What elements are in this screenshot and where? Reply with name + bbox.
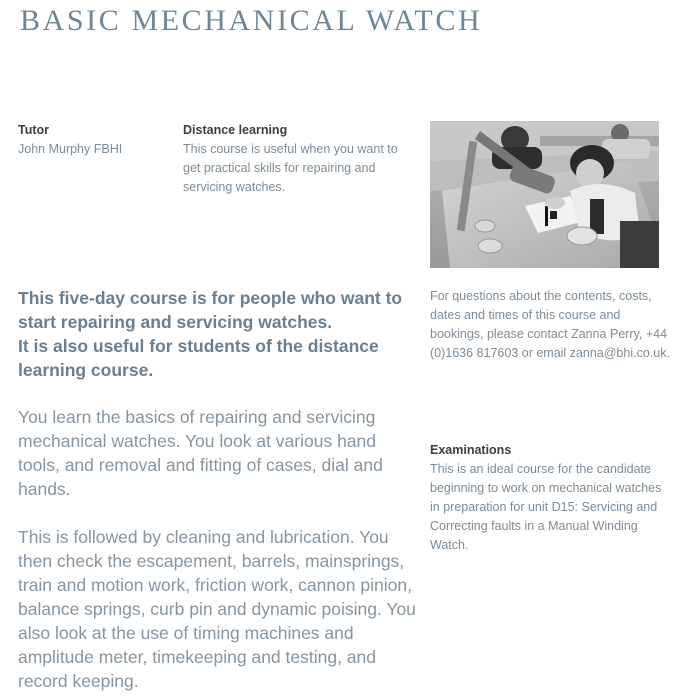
distance-learning-text: This course is useful when you want to get practical skills for repairing and servicing watches. [183,142,398,194]
intro-line-1: This five-day course is for people who want to start repairing and servicing watches. [18,288,403,332]
distance-learning-section [183,121,413,197]
page-title: BASIC MECHANICAL WATCH [20,4,483,37]
examinations-label: Examinations [430,443,512,457]
examinations-section [430,441,670,555]
contact-info: For questions about the contents, costs, dates and times of this course and bookings, please contact Zanna Perry, +44 (0)1636 817603 or email zanna@bhi.co.uk. [430,289,670,360]
distance-learning-label: Distance learning [183,123,288,137]
body-paragraph-2: This is followed by cleaning and lubrication. You then check the escapement, barrels, mainsprings, train and motion work, friction work, cannon pinion, balance springs, curb pin and dynamic poising. You also look at the use of timing machines and amplitude meter, timekeeping and testing, and record keeping. [18,527,416,691]
tutor-section [18,121,168,159]
tutor-name: John Murphy FBHI [18,142,123,156]
course-photo-image [430,121,659,268]
intro-line-2: It is also useful for students of the distance learning course. [18,336,379,380]
course-photo [430,121,659,268]
body-paragraph-1: You learn the basics of repairing and servicing mechanical watches. You look at various hand tools, and removal and fitting of cases, dial and hands. [18,407,383,499]
examinations-text: This is an ideal course for the candidate beginning to work on mechanical watches in preparation for unit D15: Servicing and Correcting faults in a Manual Winding Watch. [430,462,662,552]
intro-text [18,286,413,382]
tutor-label: Tutor [18,123,50,137]
